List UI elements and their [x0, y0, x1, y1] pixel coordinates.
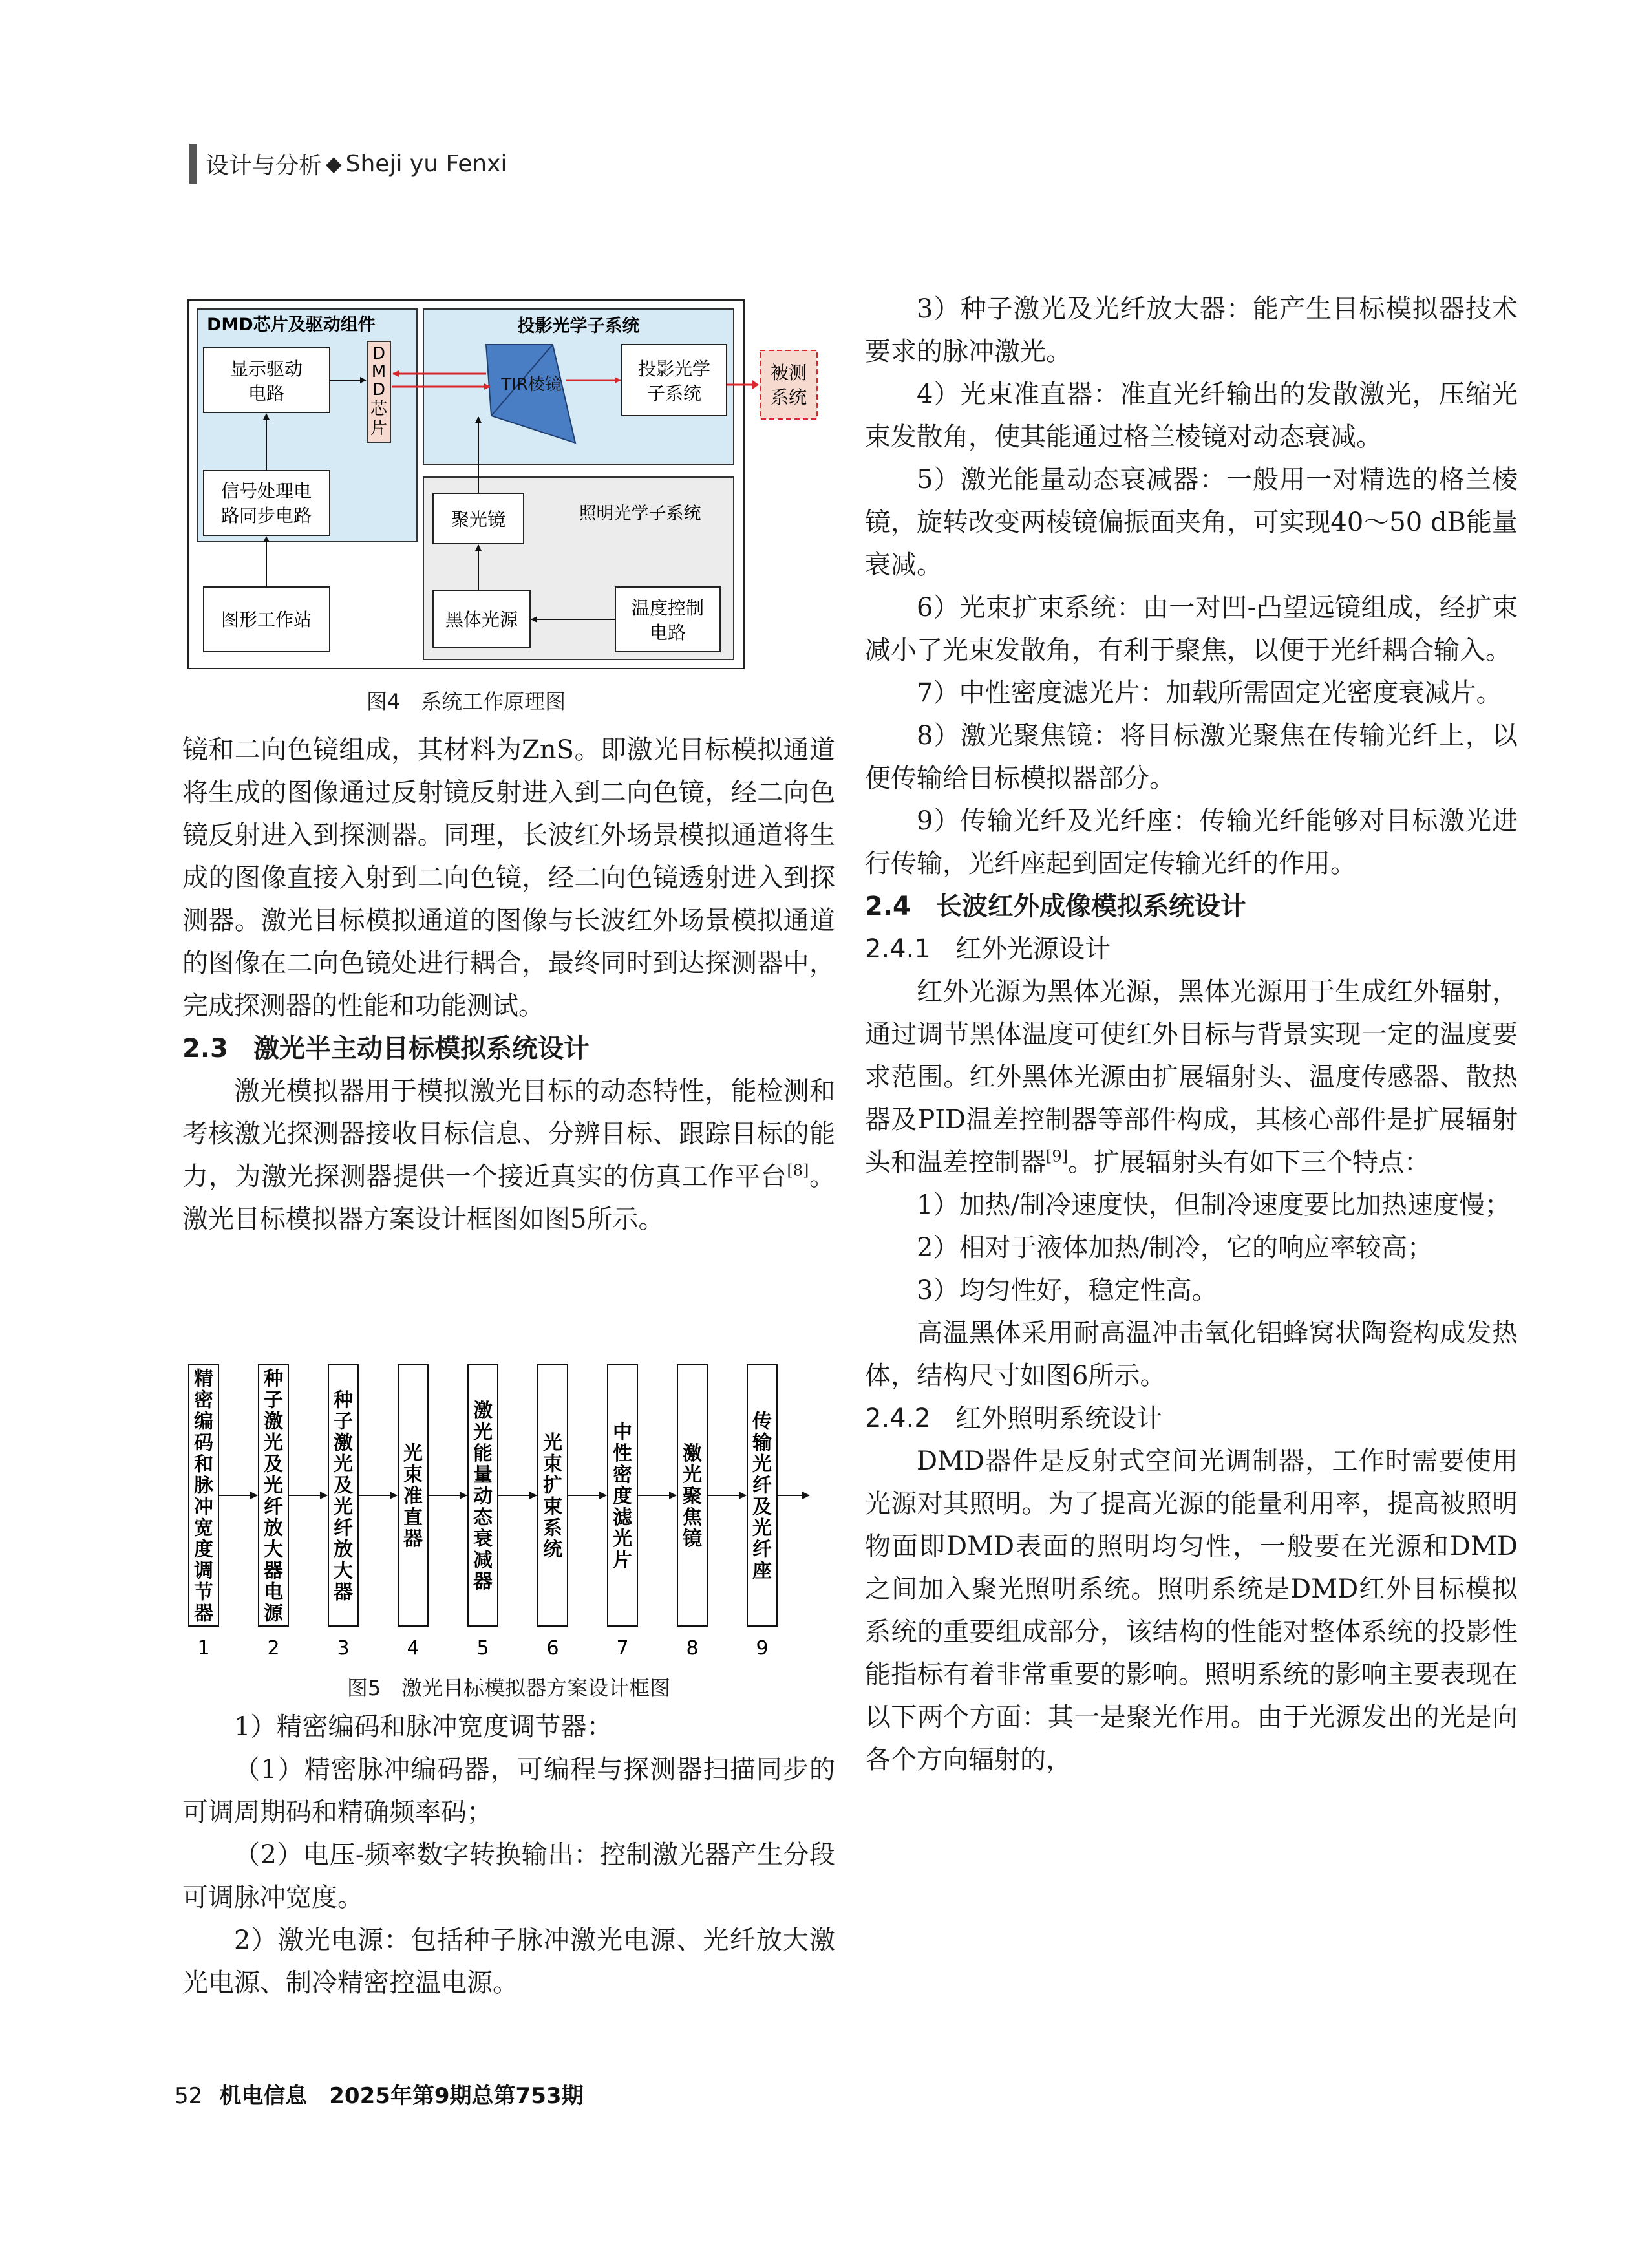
figure-5-caption: 图5 激光目标模拟器方案设计框图 [346, 1676, 671, 1700]
fig5-box-9-char: 光 [752, 1453, 772, 1476]
section-2-3-heading [182, 1027, 835, 1070]
fig5-box-6-char: 光 [543, 1431, 562, 1455]
proj-sub-box [622, 345, 727, 416]
display-drive-line2: 电路 [248, 383, 285, 404]
page-number: 52 [175, 2083, 203, 2109]
fig5-box-4-char: 准 [403, 1485, 423, 1508]
fig5-box-9-char: 及 [752, 1495, 772, 1519]
fig5-box-1-char: 密 [194, 1389, 213, 1412]
sec23-text1: 激光模拟器用于模拟激光目标的动态特性，能检测和考核激光探测器接收目标信息、分辨目标、跟踪目标的能力，为激光探测器提供一个接近真实的仿真工作平台 [182, 1076, 835, 1192]
target-line1: 被测 [770, 362, 807, 383]
tir-label: TIR棱镜 [501, 375, 562, 394]
fig5-box-4-char: 束 [403, 1464, 423, 1486]
header-diamond-icon: ◆ [326, 151, 342, 176]
proj-group-label: 投影光学子系统 [517, 316, 640, 336]
fig5-box-6-char: 系 [543, 1517, 562, 1540]
ref-9: [9] [1046, 1147, 1068, 1166]
sec241-text1: 红外光源为黑体光源，黑体光源用于生成红外辐射，通过调节黑体温度可使红外目标与背景实现一定的温度要求范围。红外黑体光源由扩展辐射头、温度传感器、散热器及PID温差控制器等部件构成，其核心部件是扩展辐射头和温差控制器 [865, 977, 1518, 1177]
fig5-box-3-char: 纤 [334, 1517, 353, 1540]
left-column [182, 729, 835, 1241]
temp-ctrl-line2: 电路 [649, 622, 686, 643]
fig5-box-5-char: 光 [473, 1421, 493, 1444]
figure-4-caption: 图4 系统工作原理图 [366, 689, 566, 714]
fig5-box-2-char: 放 [264, 1517, 283, 1540]
fig5-box-3-number: 3 [337, 1637, 350, 1660]
fig5-box-9-char: 输 [752, 1431, 772, 1455]
fig5-box-8-number: 8 [686, 1637, 699, 1660]
section-2-4-1-num: 2.4.1 [865, 934, 931, 964]
section-2-3-num: 2.3 [182, 1034, 228, 1064]
fig5-box-2-char: 纤 [264, 1495, 283, 1519]
condenser-label: 聚光镜 [451, 509, 506, 530]
fig5-box-3-char: 光 [334, 1453, 353, 1476]
fig5-box-1-char: 编 [194, 1410, 213, 1433]
running-header [189, 144, 507, 184]
journal-info: 机电信息 2025年第9期总第753期 [219, 2083, 584, 2109]
feature-2: 2）相对于液体加热/制冷，它的响应率较高； [917, 1233, 1433, 1263]
section-2-4-2-para: DMD器件是反射式空间光调制器，工作时需要使用光源对其照明。为了提高光源的能量利用率，提高被照明物面即DMD表面的照明均匀性，一般要在光源和DMD之间加入聚光照明系统。照明系统是DMD红外目标模拟系统的重要组成部分，该结构的性能对整体系统的投影性能指标有着非常重要的影响。照明系统的影响主要表现在以下两个方面：其一是聚光作用。由于光源发出的光是向各个方向辐射的， [865, 1446, 1518, 1775]
fig5-box-2-char: 及 [264, 1453, 283, 1476]
right-column [865, 288, 1518, 1781]
fig5-box-1-char: 脉 [194, 1474, 213, 1497]
fig5-box-2-char: 子 [264, 1389, 283, 1412]
item-2: 2）激光电源：包括种子脉冲激光电源、光纤放大激光电源、制冷精密控温电源。 [182, 1925, 835, 1998]
figure-5-diagram [182, 1344, 835, 1667]
fig5-box-1-char: 码 [194, 1431, 213, 1455]
item-4: 4）光束准直器：准直光纤输出的发散激光，压缩光束发散角，使其能通过格兰棱镜对动态衰减。 [865, 380, 1518, 452]
fig5-box-6-char: 统 [543, 1538, 562, 1561]
fig5-box-9-number: 9 [756, 1637, 769, 1660]
fig5-box-1-char: 器 [194, 1602, 213, 1625]
fig5-box-4-number: 4 [407, 1637, 420, 1660]
dmd-chip-char1: D [372, 344, 386, 363]
section-2-4-heading [865, 885, 1518, 928]
fig5-box-1-char: 节 [194, 1581, 213, 1604]
arrow-proj-to-target-wrap [727, 378, 760, 391]
target-system-svg [759, 349, 818, 420]
fig5-box-3-char: 子 [334, 1410, 353, 1433]
fig5-box-7-char: 片 [613, 1549, 632, 1572]
target-line2: 系统 [770, 387, 807, 408]
section-2-4-1-title: 红外光源设计 [955, 934, 1111, 964]
fig5-box-5-number: 5 [476, 1637, 489, 1660]
fig5-box-7-char: 度 [613, 1485, 632, 1508]
section-2-4-num: 2.4 [865, 892, 911, 921]
temp-ctrl-line1: 温度控制 [631, 597, 705, 619]
blackbody-para: 高温黑体采用耐高温冲击氧化铝蜂窝状陶瓷构成发热体，结构尺寸如图6所示。 [865, 1318, 1518, 1391]
arrow-proj-to-target-svg [727, 378, 760, 391]
fig5-box-3-char: 及 [334, 1474, 353, 1497]
ref-8: [8] [787, 1161, 809, 1180]
item-9: 9）传输光纤及光纤座：传输光纤能够对目标激光进行传输，光纤座起到固定传输光纤的作用。 [865, 806, 1518, 879]
item-5: 5）激光能量动态衰减器：一般用一对精选的格兰棱镜，旋转改变两棱镜偏振面夹角，可实现40～50 dB能量衰减。 [865, 465, 1518, 580]
item-1-title: 1）精密编码和脉冲宽度调节器： [234, 1712, 613, 1742]
fig5-box-3-char: 大 [334, 1559, 353, 1583]
illum-group-label: 照明光学子系统 [579, 504, 701, 524]
fig5-box-5-char: 器 [473, 1570, 493, 1593]
fig5-box-5-char: 态 [473, 1506, 493, 1529]
fig5-box-7-char: 性 [613, 1442, 632, 1465]
sec241-text2: 。扩展辐射头有如下三个特点： [1068, 1148, 1430, 1177]
fig5-box-8-char: 镜 [683, 1528, 702, 1550]
workstation-label: 图形工作站 [220, 609, 312, 630]
section-2-4-1-heading [865, 928, 1518, 970]
figure-4 [187, 299, 745, 669]
fig5-box-7-char: 密 [613, 1464, 632, 1486]
fig5-box-2-char: 电 [264, 1581, 283, 1604]
item-7: 7）中性密度滤光片：加载所需固定光密度衰减片。 [917, 678, 1502, 708]
item-1-sub-1: （1）精密脉冲编码器，可编程与探测器扫描同步的可调周期码和精确频率码； [182, 1755, 835, 1827]
fig5-box-3-char: 放 [334, 1538, 353, 1561]
header-right: Sheji yu Fenxi [345, 150, 507, 177]
fig5-box-9-char: 传 [752, 1410, 772, 1433]
display-drive-line1: 显示驱动 [229, 358, 303, 380]
feature-1: 1）加热/制冷速度快，但制冷速度要比加热速度慢； [917, 1190, 1511, 1220]
section-2-3-title: 激光半主动目标模拟系统设计 [253, 1034, 590, 1064]
dmd-chip-char3: D [372, 380, 386, 400]
fig5-box-7-char: 中 [613, 1421, 632, 1444]
fig5-box-1-char: 和 [194, 1453, 213, 1476]
item-3: 3）种子激光及光纤放大器：能产生目标模拟器技术要求的脉冲激光。 [865, 294, 1518, 367]
figure-5 [182, 1344, 835, 1667]
fig5-box-8-char: 聚 [683, 1485, 702, 1508]
fig5-box-5-char: 激 [473, 1400, 493, 1422]
sec23-text2: 。激光目标模拟器方案设计框图如图5所示。 [182, 1162, 836, 1234]
blackbody-label: 黑体光源 [445, 609, 518, 630]
fig5-box-1-char: 精 [194, 1367, 213, 1391]
fig5-box-1-char: 度 [194, 1538, 213, 1561]
fig5-box-4-char: 直 [403, 1506, 423, 1529]
fig5-box-2-char: 种 [264, 1367, 283, 1391]
fig5-box-3-char: 激 [334, 1431, 353, 1455]
fig5-box-9-char: 座 [752, 1559, 772, 1583]
section-2-4-title: 长波红外成像模拟系统设计 [936, 892, 1246, 921]
dmd-chip-char5: 片 [370, 419, 388, 438]
feature-3: 3）均匀性好，稳定性高。 [917, 1276, 1218, 1305]
section-2-4-2-num: 2.4.2 [865, 1404, 931, 1433]
fig5-box-2-number: 2 [267, 1637, 280, 1660]
arrow-proj-to-target-head [752, 380, 759, 389]
signal-proc-line1: 信号处理电 [220, 480, 312, 502]
fig5-box-6-char: 束 [543, 1495, 562, 1519]
fig5-box-4-char: 器 [403, 1528, 423, 1550]
fig5-box-5-char: 能 [473, 1442, 493, 1465]
signal-proc-line2: 路同步电路 [220, 505, 312, 526]
fig5-box-3-char: 种 [334, 1389, 353, 1412]
fig5-box-6-char: 束 [543, 1453, 562, 1476]
fig5-box-8-char: 光 [683, 1464, 702, 1486]
fig5-box-8-char: 焦 [683, 1506, 702, 1529]
left-para-1: 镜和二向色镜组成，其材料为ZnS。即激光目标模拟通道将生成的图像通过反射镜反射进入到二向色镜，经二向色镜反射进入到探测器。同理，长波红外场景模拟通道将生成的图像直接入射到二向色镜，经二向色镜透射进入到探测器。激光目标模拟通道的图像与长波红外场景模拟通道的图像在二向色镜处进行耦合，最终同时到达探测器中，完成探测器的性能和功能测试。 [182, 735, 835, 1021]
fig5-box-5-char: 量 [473, 1464, 493, 1486]
fig5-box-7-char: 滤 [613, 1506, 632, 1529]
target-system-box [760, 350, 817, 419]
fig5-box-2-char: 大 [264, 1538, 283, 1561]
fig5-box-1-char: 宽 [194, 1517, 213, 1540]
fig5-box-2-char: 器 [264, 1559, 283, 1583]
section-2-4-1-para [865, 970, 1518, 1184]
dmd-chip-char2: M [371, 362, 387, 381]
item-8: 8）激光聚焦镜：将目标激光聚焦在传输光纤上，以便传输给目标模拟器部分。 [865, 721, 1518, 793]
fig5-box-3-char: 光 [334, 1495, 353, 1519]
section-2-4-2-title: 红外照明系统设计 [955, 1404, 1162, 1433]
fig5-box-6-char: 扩 [543, 1474, 562, 1497]
fig5-box-4-char: 光 [403, 1442, 423, 1465]
left-column-after-fig5 [182, 1706, 835, 2004]
fig5-box-5-char: 衰 [473, 1528, 493, 1550]
fig5-box-7-number: 7 [616, 1637, 629, 1660]
item-6: 6）光束扩束系统：由一对凹-凸望远镜组成，经扩束减小了光束发散角，有利于聚焦，以便于光纤耦合输入。 [865, 593, 1518, 665]
section-2-4-2-heading [865, 1397, 1518, 1440]
proj-sub-line1: 投影光学 [637, 358, 711, 380]
fig5-box-2-char: 光 [264, 1431, 283, 1455]
section-2-3-para [182, 1070, 835, 1241]
fig5-box-9-char: 光 [752, 1517, 772, 1540]
fig5-box-7-char: 光 [613, 1528, 632, 1550]
figure-4-diagram [187, 299, 745, 669]
fig5-box-2-char: 光 [264, 1474, 283, 1497]
fig5-box-3-char: 器 [334, 1581, 353, 1604]
fig5-box-6-number: 6 [546, 1637, 559, 1660]
fig5-box-9-char: 纤 [752, 1538, 772, 1561]
item-1-sub-2: （2）电压-频率数字转换输出：控制激光器产生分段可调脉冲宽度。 [182, 1840, 835, 1912]
proj-sub-line2: 子系统 [646, 383, 702, 404]
fig5-box-2-char: 激 [264, 1410, 283, 1433]
dmd-chip-char4: 芯 [370, 400, 388, 419]
fig5-box-9-char: 纤 [752, 1474, 772, 1497]
fig5-box-1-number: 1 [197, 1637, 210, 1660]
fig5-box-5-char: 减 [473, 1549, 493, 1572]
header-left: 设计与分析 [206, 152, 323, 179]
fig5-box-2-char: 源 [264, 1602, 283, 1625]
header-bar [189, 144, 197, 184]
dmd-group-label: DMD芯片及驱动组件 [207, 315, 376, 335]
fig5-box-1-char: 调 [194, 1559, 213, 1583]
fig5-box-1-char: 冲 [194, 1495, 213, 1519]
footer [175, 2078, 584, 2110]
fig5-box-8-char: 激 [683, 1442, 702, 1465]
fig5-box-5-char: 动 [473, 1485, 493, 1508]
target-system [759, 349, 818, 420]
